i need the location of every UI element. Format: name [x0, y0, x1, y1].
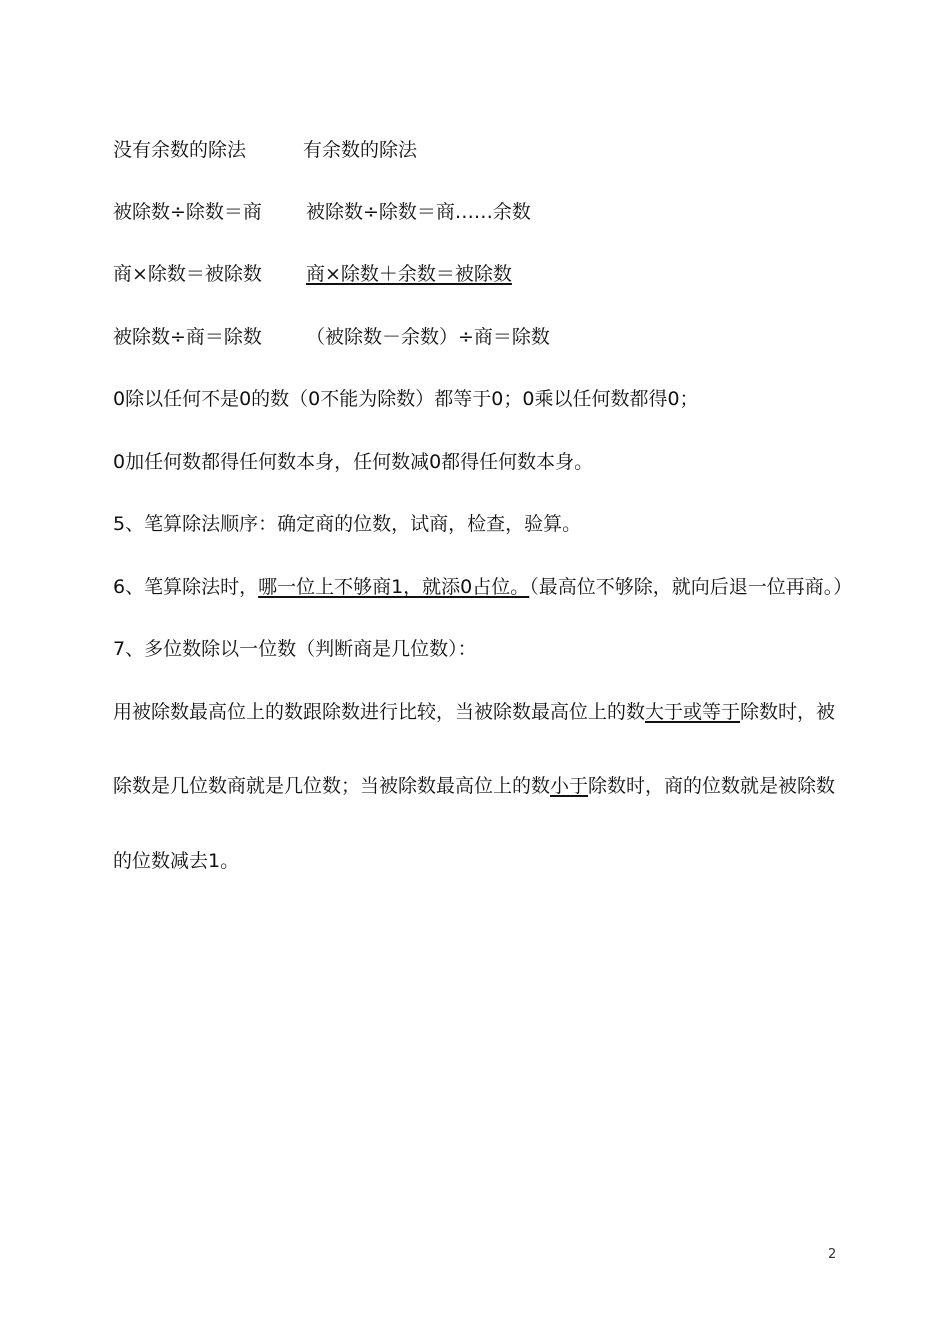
paragraph-line-2: [113, 773, 853, 799]
header-no-remainder: 没有余数的除法: [113, 139, 247, 161]
zero-rule-line-2: 0加任何数都得任何数本身，任何数减0都得任何数本身。: [113, 451, 594, 473]
paragraph-text: 除数是几位数商就是几位数；当被除数最高位上的数: [113, 775, 551, 797]
formula-row-divisor: [113, 324, 853, 350]
formula-row-headers: [113, 137, 853, 163]
formula-division-exact: 被除数÷除数＝商: [113, 201, 262, 223]
formula-divisor-exact: 被除数÷商＝除数: [113, 326, 262, 348]
item-6-note: （最高位不够除，就向后退一位再商。）: [529, 576, 853, 598]
item-5: 5、笔算除法顺序：确定商的位数，试商，检查，验算。: [113, 513, 582, 535]
paragraph-line-1: [113, 699, 853, 725]
item-6: [113, 574, 853, 600]
paragraph-text: 除数时，被: [740, 701, 836, 723]
formula-divisor-remainder: （被除数－余数）÷商＝除数: [306, 326, 550, 348]
formula-row-division: [113, 199, 853, 225]
formula-division-remainder: 被除数÷除数＝商……余数: [306, 201, 531, 223]
underlined-less-than: 小于: [550, 775, 589, 797]
item-6-intro: 6、笔算除法时，: [113, 576, 259, 598]
formula-check-remainder: 商×除数＋余数＝被除数: [306, 263, 512, 285]
header-with-remainder: 有余数的除法: [303, 139, 418, 161]
page-number: 2: [828, 1247, 837, 1262]
zero-rule-line-1: 0除以任何不是0的数（0不能为除数）都等于0；0乘以任何数都得0；: [113, 388, 699, 410]
item-7: 7、多位数除以一位数（判断商是几位数）：: [113, 638, 477, 660]
paragraph-text: 除数时，商的位数就是被除数: [588, 775, 836, 797]
formula-check-exact: 商×除数＝被除数: [113, 263, 262, 285]
underlined-greater-equal: 大于或等于: [645, 701, 741, 723]
formula-row-check: [113, 261, 853, 287]
paragraph-text: 用被除数最高位上的数跟除数进行比较，当被除数最高位上的数: [113, 701, 646, 723]
paragraph-line-3: 的位数减去1。: [113, 850, 240, 872]
item-6-underlined: 哪一位上不够商1，就添0占位。: [258, 576, 530, 598]
